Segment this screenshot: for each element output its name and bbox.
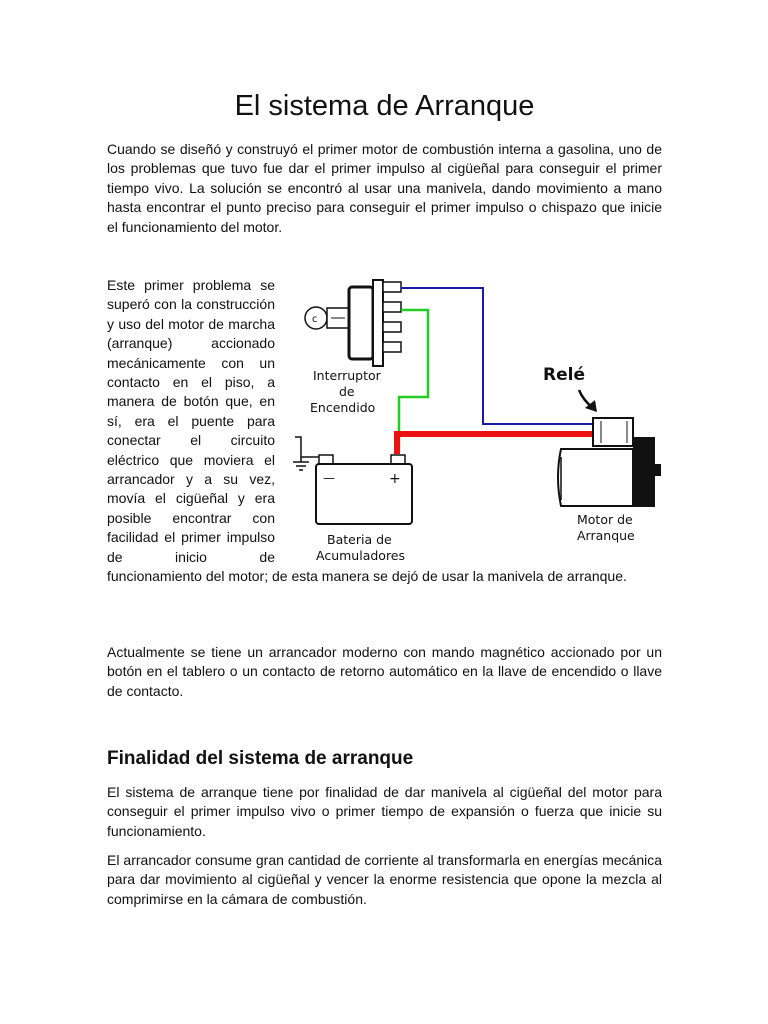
ignition-label-line3: Encendido — [310, 400, 376, 415]
section-heading: Finalidad del sistema de arranque — [107, 748, 414, 769]
battery-minus: — — [323, 471, 335, 485]
relay-label: Relé — [543, 365, 585, 385]
purpose-paragraph-1: El sistema de arranque tiene por finalidad de dar manivela al cigüeñal del motor para conseguir el primer impulso vivo o primer tiempo de expansión o fuerza que inicie su funcionamiento. — [107, 784, 662, 839]
battery-plus: + — [389, 471, 401, 487]
blue-wire — [401, 288, 593, 424]
motor-label-line1: Motor de — [577, 512, 633, 527]
page-title: El sistema de Arranque — [234, 90, 535, 122]
ignition-switch — [305, 280, 401, 366]
battery — [316, 455, 412, 524]
battery-label-line2: Acumuladores — [316, 548, 406, 563]
key-letter: c — [312, 314, 318, 325]
motor-label-line2: Arranque — [577, 528, 635, 543]
intro-paragraph: Cuando se diseñó y construyó el primer motor de combustión interna a gasolina, uno de los problemas que tuvo fue dar el primer impulso al cigüeñal para conseguir el primer tiempo vivo. La solución se encontró al usar una manivela, dando movimiento a mano hasta encontrar el punto preciso para conseguir el primer impulso o chispazo que inicie el funcionamiento del motor. — [107, 141, 662, 235]
starter-circuit-diagram — [283, 272, 673, 564]
ignition-label-line1: Interruptor — [313, 368, 381, 383]
first-problem-text: Este primer problema se superó con la construcción y uso del motor de marcha (arranque) accionado mecánicamente con un contacto en el piso, a manera de botón que, en sí, era el puente para conectar el circuito eléctrico que moviera el arrancador y a su vez, movía el cigüeñal y era posible encontrar con facilidad el primer impulso de inicio de funcionamiento del motor; de esta manera se dejó de usar la manivela de arranque. — [107, 277, 627, 585]
green-wire — [399, 310, 428, 452]
purpose-paragraph-2: El arrancador consume gran cantidad de corriente al transformarla en energías mecánica para dar movimiento al cigüeñal y vencer la enorme resistencia que opone la mezcla al comprimirse en la cámara de combustión. — [107, 852, 662, 907]
ignition-label-line2: de — [339, 384, 355, 399]
modern-starter-paragraph: Actualmente se tiene un arrancador moderno con mando magnético accionado por un botón en el tablero o un contacto de retorno automático en la llave de encendido o llave de contacto. — [107, 644, 662, 699]
battery-label-line1: Bateria de — [327, 532, 392, 547]
relay-arrow-icon — [579, 390, 597, 412]
